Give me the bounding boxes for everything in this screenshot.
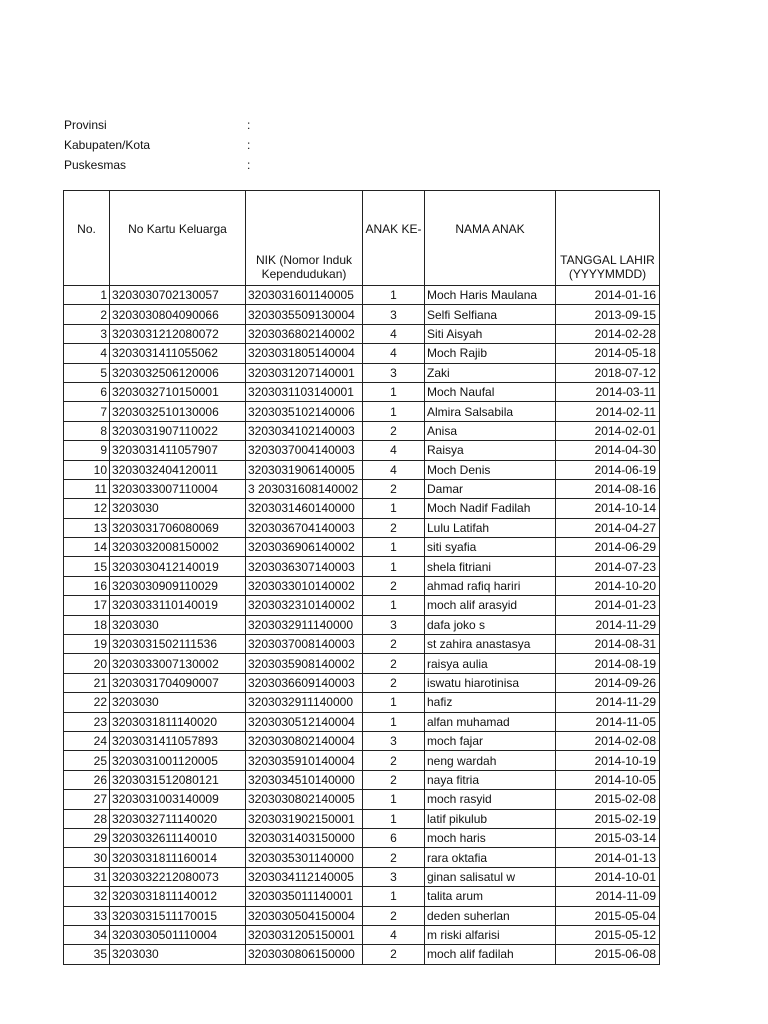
cell-nama-anak: ahmad rafiq hariri [425,576,556,595]
cell-nama-anak: Moch Naufal [425,382,556,401]
cell-no: 18 [64,615,110,634]
table-row [64,848,660,867]
cell-no: 35 [64,945,110,964]
cell-nik: 3203037004140003 [246,441,363,460]
cell-no: 9 [64,441,110,460]
cell-nama-anak: talita arum [425,887,556,906]
cell-tanggal-lahir: 2014-02-11 [556,402,660,421]
cell-nama-anak: Lulu Latifah [425,518,556,537]
cell-nik: 3203033010140002 [246,576,363,595]
cell-kk: 3203030 [110,499,246,518]
cell-kk: 3203031212080072 [110,324,246,343]
cell-nama-anak: Selfi Selfiana [425,305,556,324]
cell-anak-ke: 2 [363,906,425,925]
cell-nik: 3203032911140000 [246,693,363,712]
cell-nama-anak: moch rasyid [425,790,556,809]
cell-anak-ke: 1 [363,887,425,906]
table-row [64,809,660,828]
cell-kk: 3203032711140020 [110,809,246,828]
cell-tanggal-lahir: 2015-05-04 [556,906,660,925]
cell-nama-anak: Moch Nadif Fadilah [425,499,556,518]
cell-no: 2 [64,305,110,324]
cell-anak-ke: 4 [363,460,425,479]
cell-anak-ke: 2 [363,751,425,770]
cell-no: 8 [64,421,110,440]
cell-tanggal-lahir: 2014-08-31 [556,635,660,654]
cell-no: 7 [64,402,110,421]
table-header-row [64,191,660,286]
cell-tanggal-lahir: 2014-11-29 [556,693,660,712]
cell-anak-ke: 4 [363,925,425,944]
cell-anak-ke: 6 [363,828,425,847]
cell-no: 17 [64,596,110,615]
cell-tanggal-lahir: 2014-11-09 [556,887,660,906]
field-kabupaten-kota [64,135,364,155]
cell-no: 31 [64,867,110,886]
cell-anak-ke: 1 [363,712,425,731]
cell-no: 33 [64,906,110,925]
cell-nik: 3203030802140005 [246,790,363,809]
cell-no: 24 [64,731,110,750]
cell-tanggal-lahir: 2014-09-26 [556,673,660,692]
cell-nik: 3203034102140003 [246,421,363,440]
cell-no: 27 [64,790,110,809]
cell-nama-anak: deden suherlan [425,906,556,925]
cell-nik: 3203032911140000 [246,615,363,634]
cell-nama-anak: Damar [425,479,556,498]
cell-nik: 3203035301140000 [246,848,363,867]
cell-kk: 3203032710150001 [110,382,246,401]
cell-nik: 3203036609140003 [246,673,363,692]
cell-nama-anak: alfan muhamad [425,712,556,731]
cell-kk: 3203030412140019 [110,557,246,576]
cell-nama-anak: raisya aulia [425,654,556,673]
cell-anak-ke: 2 [363,576,425,595]
cell-nama-anak: Raisya [425,441,556,460]
header-nik: NIK (Nomor Induk Kependudukan) [246,191,363,286]
cell-tanggal-lahir: 2014-02-01 [556,421,660,440]
cell-kk: 3203033007110004 [110,479,246,498]
cell-no: 15 [64,557,110,576]
cell-nama-anak: hafiz [425,693,556,712]
table-row [64,382,660,401]
cell-anak-ke: 3 [363,363,425,382]
cell-anak-ke: 2 [363,479,425,498]
cell-nik: 3203030806150000 [246,945,363,964]
cell-tanggal-lahir: 2015-06-08 [556,945,660,964]
cell-anak-ke: 1 [363,499,425,518]
table-row [64,770,660,789]
cell-anak-ke: 1 [363,402,425,421]
cell-nik: 3203035011140001 [246,887,363,906]
cell-nik: 3203034112140005 [246,867,363,886]
cell-anak-ke: 2 [363,770,425,789]
cell-tanggal-lahir: 2014-07-23 [556,557,660,576]
cell-nik: 3203031902150001 [246,809,363,828]
cell-kk: 3203031001120005 [110,751,246,770]
cell-nik: 3203031460140000 [246,499,363,518]
table-row [64,344,660,363]
cell-nik: 3203036704140003 [246,518,363,537]
cell-nama-anak: ginan salisatul w [425,867,556,886]
table-row [64,945,660,964]
table-row [64,673,660,692]
table-row [64,887,660,906]
cell-nik: 3203036307140003 [246,557,363,576]
cell-no: 26 [64,770,110,789]
cell-nama-anak: st zahira anastasya [425,635,556,654]
cell-kk: 3203031811160014 [110,848,246,867]
table-row [64,712,660,731]
field-colon: : [247,138,251,152]
cell-nik: 3203037008140003 [246,635,363,654]
cell-tanggal-lahir: 2014-02-28 [556,324,660,343]
header-no: No. [64,191,110,286]
table-row [64,596,660,615]
cell-anak-ke: 4 [363,441,425,460]
table-row [64,557,660,576]
cell-nama-anak: rara oktafia [425,848,556,867]
cell-no: 22 [64,693,110,712]
table-row [64,324,660,343]
cell-no: 29 [64,828,110,847]
cell-nik: 3203031906140005 [246,460,363,479]
cell-kk: 3203030501110004 [110,925,246,944]
cell-kk: 3203031411055062 [110,344,246,363]
table-row [64,286,660,305]
cell-nama-anak: Anisa [425,421,556,440]
cell-tanggal-lahir: 2014-10-01 [556,867,660,886]
cell-tanggal-lahir: 2014-04-30 [556,441,660,460]
cell-nik: 3203036906140002 [246,538,363,557]
cell-tanggal-lahir: 2014-01-13 [556,848,660,867]
cell-anak-ke: 1 [363,557,425,576]
cell-tanggal-lahir: 2014-01-16 [556,286,660,305]
cell-nik: 3203032310140002 [246,596,363,615]
table-row [64,421,660,440]
cell-kk: 3203031811140012 [110,887,246,906]
cell-no: 3 [64,324,110,343]
cell-tanggal-lahir: 2014-05-18 [556,344,660,363]
cell-kk: 3203031411057907 [110,441,246,460]
cell-nik: 3203035908140002 [246,654,363,673]
table-row [64,499,660,518]
cell-no: 28 [64,809,110,828]
cell-tanggal-lahir: 2015-05-12 [556,925,660,944]
cell-nik: 3203035910140004 [246,751,363,770]
cell-no: 19 [64,635,110,654]
cell-nik: 3203031601140005 [246,286,363,305]
cell-kk: 3203032212080073 [110,867,246,886]
cell-nama-anak: naya fitria [425,770,556,789]
children-table [63,190,660,965]
cell-nik: 3203031805140004 [246,344,363,363]
table-row [64,751,660,770]
cell-nama-anak: shela fitriani [425,557,556,576]
cell-anak-ke: 1 [363,286,425,305]
cell-anak-ke: 4 [363,344,425,363]
table-row [64,867,660,886]
field-label: Kabupaten/Kota [64,138,151,152]
field-puskesmas [64,155,364,175]
cell-nik: 3203031207140001 [246,363,363,382]
cell-no: 34 [64,925,110,944]
table-row [64,654,660,673]
cell-tanggal-lahir: 2014-11-05 [556,712,660,731]
cell-anak-ke: 3 [363,305,425,324]
cell-kk: 3203030909110029 [110,576,246,595]
cell-nik: 3203034510140000 [246,770,363,789]
table-row [64,693,660,712]
cell-kk: 3203031907110022 [110,421,246,440]
cell-nama-anak: Moch Rajib [425,344,556,363]
cell-kk: 3203031411057893 [110,731,246,750]
cell-no: 10 [64,460,110,479]
cell-kk: 3203032611140010 [110,828,246,847]
table-row [64,460,660,479]
cell-anak-ke: 2 [363,654,425,673]
cell-no: 11 [64,479,110,498]
cell-no: 6 [64,382,110,401]
cell-anak-ke: 3 [363,615,425,634]
cell-nik: 3203035509130004 [246,305,363,324]
cell-nama-anak: iswatu hiarotinisa [425,673,556,692]
cell-tanggal-lahir: 2014-02-08 [556,731,660,750]
cell-tanggal-lahir: 2014-10-05 [556,770,660,789]
cell-tanggal-lahir: 2014-11-29 [556,615,660,634]
cell-kk: 3203030702130057 [110,286,246,305]
cell-nik: 3203031205150001 [246,925,363,944]
cell-nama-anak: moch alif arasyid [425,596,556,615]
table-row [64,538,660,557]
cell-no: 21 [64,673,110,692]
table-row [64,479,660,498]
cell-tanggal-lahir: 2014-01-23 [556,596,660,615]
field-label: Provinsi [64,118,107,132]
cell-anak-ke: 4 [363,324,425,343]
cell-tanggal-lahir: 2014-06-29 [556,538,660,557]
cell-kk: 3203032008150002 [110,538,246,557]
cell-no: 16 [64,576,110,595]
cell-nik: 3 203031608140002 [246,479,363,498]
cell-tanggal-lahir: 2014-10-14 [556,499,660,518]
cell-no: 30 [64,848,110,867]
cell-kk: 3203031811140020 [110,712,246,731]
cell-tanggal-lahir: 2015-02-08 [556,790,660,809]
field-colon: : [247,118,251,132]
cell-no: 4 [64,344,110,363]
cell-no: 32 [64,887,110,906]
cell-no: 20 [64,654,110,673]
cell-no: 5 [64,363,110,382]
cell-nama-anak: dafa joko s [425,615,556,634]
cell-nama-anak: Moch Haris Maulana [425,286,556,305]
cell-anak-ke: 1 [363,790,425,809]
cell-nama-anak: moch fajar [425,731,556,750]
cell-kk: 3203030 [110,945,246,964]
cell-nama-anak: latif pikulub [425,809,556,828]
table-row [64,790,660,809]
cell-kk: 3203031706080069 [110,518,246,537]
table-row [64,635,660,654]
cell-no: 23 [64,712,110,731]
cell-anak-ke: 2 [363,421,425,440]
table-row [64,925,660,944]
header-anak-ke: ANAK KE- [363,191,425,286]
cell-nama-anak: Siti Aisyah [425,324,556,343]
cell-nama-anak: Almira Salsabila [425,402,556,421]
table-row [64,402,660,421]
cell-nama-anak: neng wardah [425,751,556,770]
cell-nama-anak: moch alif fadilah [425,945,556,964]
cell-nik: 3203030512140004 [246,712,363,731]
cell-tanggal-lahir: 2014-08-16 [556,479,660,498]
cell-anak-ke: 3 [363,731,425,750]
cell-tanggal-lahir: 2018-07-12 [556,363,660,382]
table-row [64,441,660,460]
cell-tanggal-lahir: 2014-03-11 [556,382,660,401]
cell-kk: 3203033007130002 [110,654,246,673]
cell-kk: 3203031003140009 [110,790,246,809]
field-provinsi [64,115,364,135]
cell-kk: 3203031511170015 [110,906,246,925]
cell-kk: 3203031704090007 [110,673,246,692]
cell-nama-anak: m riski alfarisi [425,925,556,944]
table-row [64,576,660,595]
table-row [64,615,660,634]
cell-anak-ke: 1 [363,809,425,828]
cell-kk: 3203031502111536 [110,635,246,654]
cell-kk: 3203032404120011 [110,460,246,479]
cell-nama-anak: moch haris [425,828,556,847]
cell-nik: 3203031103140001 [246,382,363,401]
cell-anak-ke: 1 [363,596,425,615]
table-row [64,906,660,925]
cell-anak-ke: 2 [363,848,425,867]
cell-kk: 3203031512080121 [110,770,246,789]
table-row [64,363,660,382]
cell-anak-ke: 1 [363,693,425,712]
cell-no: 13 [64,518,110,537]
table-row [64,731,660,750]
cell-anak-ke: 2 [363,635,425,654]
cell-tanggal-lahir: 2014-06-19 [556,460,660,479]
header-tanggal-lahir: TANGGAL LAHIR (YYYYMMDD) [556,191,660,286]
cell-tanggal-lahir: 2013-09-15 [556,305,660,324]
cell-anak-ke: 3 [363,867,425,886]
cell-kk: 3203030 [110,693,246,712]
cell-kk: 3203030804090066 [110,305,246,324]
cell-tanggal-lahir: 2014-10-20 [556,576,660,595]
cell-kk: 3203032506120006 [110,363,246,382]
cell-tanggal-lahir: 2014-04-27 [556,518,660,537]
cell-no: 14 [64,538,110,557]
cell-tanggal-lahir: 2014-10-19 [556,751,660,770]
cell-anak-ke: 1 [363,382,425,401]
field-colon: : [247,158,251,172]
cell-tanggal-lahir: 2015-03-14 [556,828,660,847]
cell-anak-ke: 1 [363,538,425,557]
cell-nama-anak: siti syafia [425,538,556,557]
cell-nama-anak: Moch Denis [425,460,556,479]
cell-nama-anak: Zaki [425,363,556,382]
header-kk: No Kartu Keluarga [110,191,246,286]
cell-anak-ke: 2 [363,518,425,537]
table-row [64,518,660,537]
cell-kk: 3203030 [110,615,246,634]
field-label: Puskesmas [64,158,127,172]
cell-nik: 3203035102140006 [246,402,363,421]
cell-anak-ke: 2 [363,673,425,692]
cell-nik: 3203030802140004 [246,731,363,750]
table-row [64,305,660,324]
cell-no: 1 [64,286,110,305]
cell-kk: 3203033110140019 [110,596,246,615]
cell-nik: 3203030504150004 [246,906,363,925]
cell-tanggal-lahir: 2014-08-19 [556,654,660,673]
table-row [64,828,660,847]
cell-nik: 3203036802140002 [246,324,363,343]
cell-no: 12 [64,499,110,518]
cell-kk: 3203032510130006 [110,402,246,421]
cell-no: 25 [64,751,110,770]
cell-tanggal-lahir: 2015-02-19 [556,809,660,828]
header-nama-anak: NAMA ANAK [425,191,556,286]
cell-nik: 3203031403150000 [246,828,363,847]
cell-anak-ke: 2 [363,945,425,964]
